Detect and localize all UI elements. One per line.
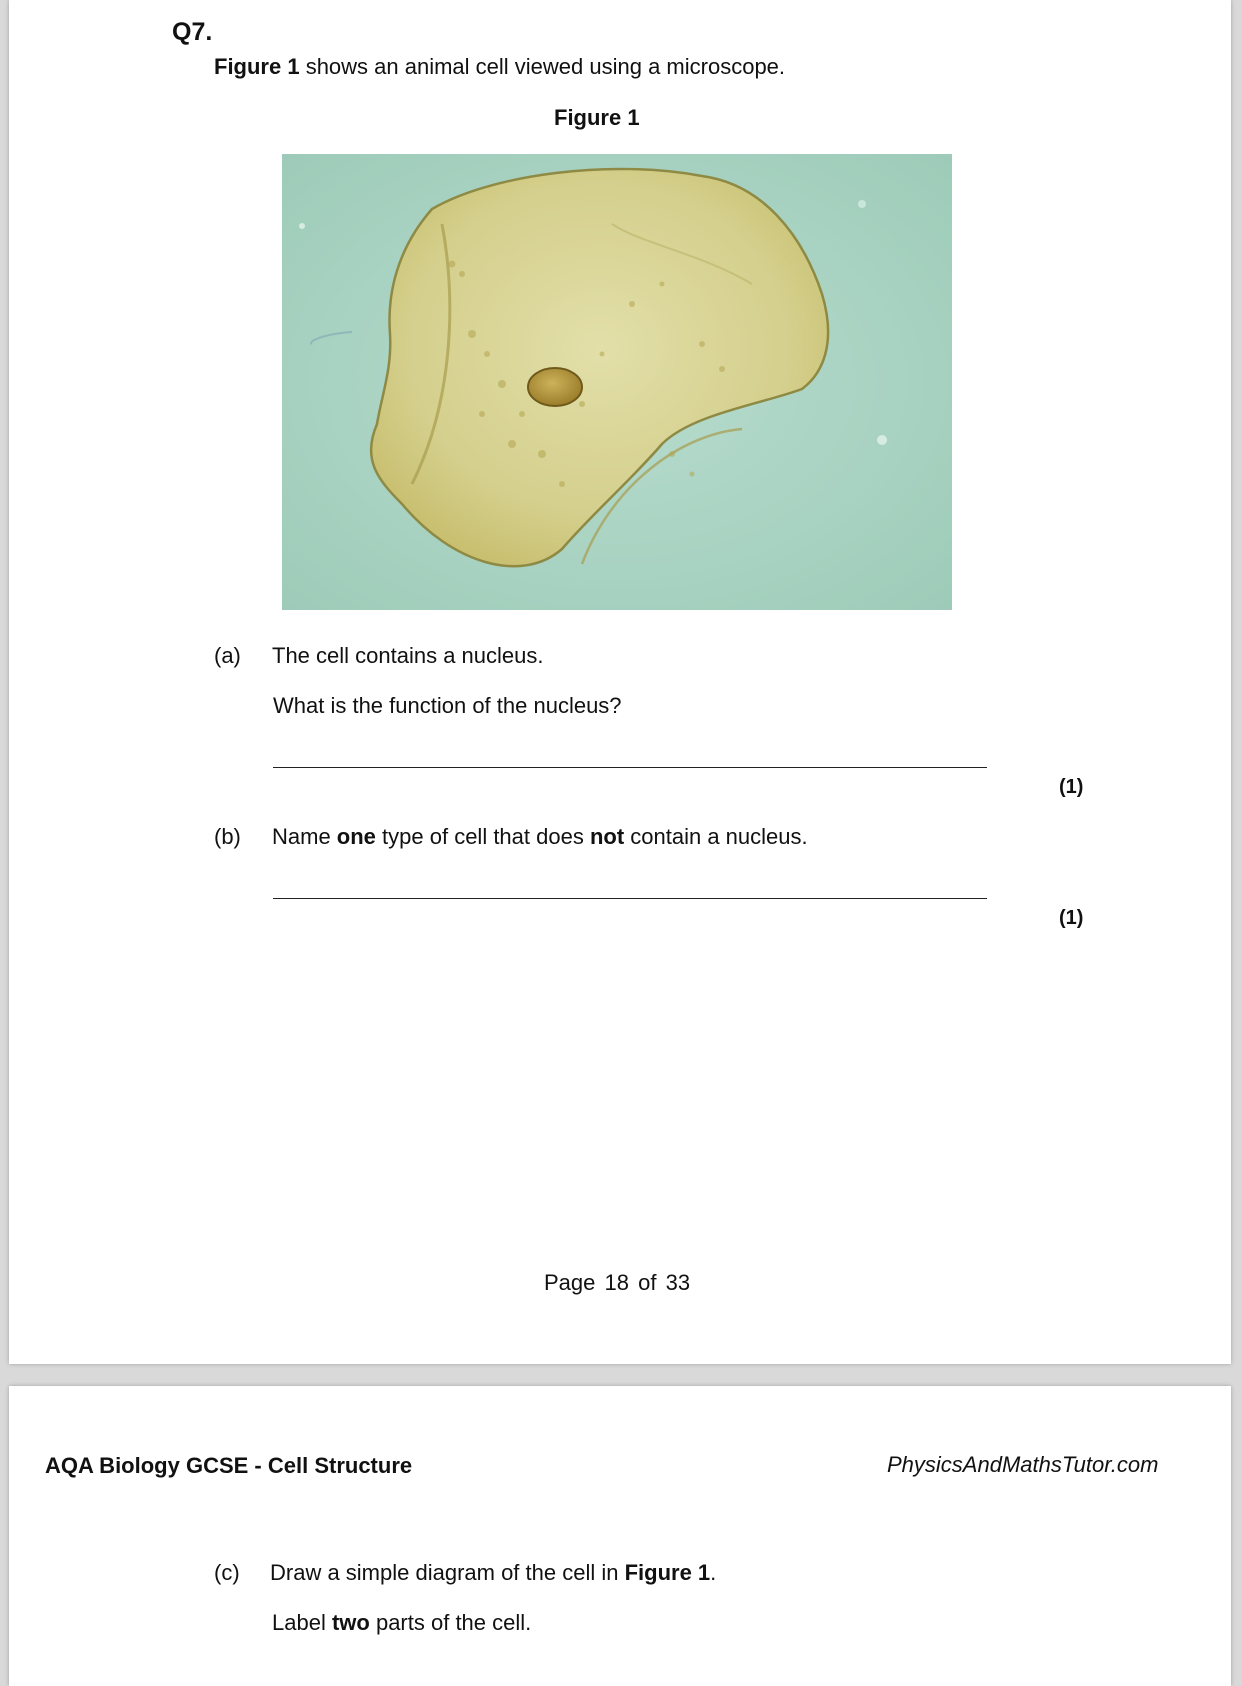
- footer-total-pages: 33: [665, 1270, 691, 1295]
- part-c-figure-ref: Figure 1: [624, 1560, 711, 1585]
- part-b-text-2: type of cell that does: [375, 824, 590, 849]
- page-header-title: AQA Biology GCSE - Cell Structure: [45, 1453, 413, 1478]
- question-number: Q7.: [172, 18, 213, 46]
- part-a-question: What is the function of the nucleus?: [273, 693, 622, 718]
- part-c-text-2: .: [710, 1560, 717, 1585]
- part-a-marks: (1): [1059, 776, 1084, 798]
- part-c-text-1: Draw a simple diagram of the cell in: [270, 1560, 625, 1585]
- part-a-answer-line[interactable]: [273, 767, 987, 768]
- part-c-bold-two: two: [331, 1610, 370, 1635]
- intro-text: shows an animal cell viewed using a microscope.: [299, 54, 786, 79]
- page-footer: [544, 1270, 690, 1296]
- part-c-label-instruction: [272, 1610, 531, 1636]
- nucleus-icon: [528, 368, 582, 406]
- part-b-bold-one: one: [336, 824, 376, 849]
- part-b-bold-not: not: [589, 824, 625, 849]
- exam-page-18: [9, 0, 1231, 1364]
- figure-caption: Figure 1: [554, 105, 640, 130]
- page-header-site: PhysicsAndMathsTutor.com: [887, 1452, 1159, 1477]
- intro-figure-ref: Figure 1: [214, 54, 300, 79]
- part-a-label: (a): [214, 643, 241, 668]
- part-c-line2-text-1: Label: [272, 1610, 332, 1635]
- part-b-question: [272, 824, 808, 850]
- part-c-instruction: [270, 1560, 716, 1586]
- cell-micrograph: [282, 154, 952, 610]
- part-b-label: (b): [214, 824, 241, 849]
- exam-page-19: [9, 1386, 1231, 1686]
- question-intro: [214, 54, 785, 80]
- part-c-line2-text-2: parts of the cell.: [369, 1610, 532, 1635]
- part-a-statement: The cell contains a nucleus.: [272, 643, 544, 668]
- part-b-text-3: contain a nucleus.: [624, 824, 808, 849]
- part-b-marks: (1): [1059, 907, 1084, 929]
- footer-page-number: 18: [604, 1270, 629, 1295]
- part-c-label: (c): [214, 1560, 240, 1585]
- part-b-text-1: Name: [272, 824, 337, 849]
- footer-of-word: of: [638, 1270, 657, 1295]
- footer-page-word: Page: [544, 1270, 596, 1295]
- part-b-answer-line[interactable]: [273, 898, 987, 899]
